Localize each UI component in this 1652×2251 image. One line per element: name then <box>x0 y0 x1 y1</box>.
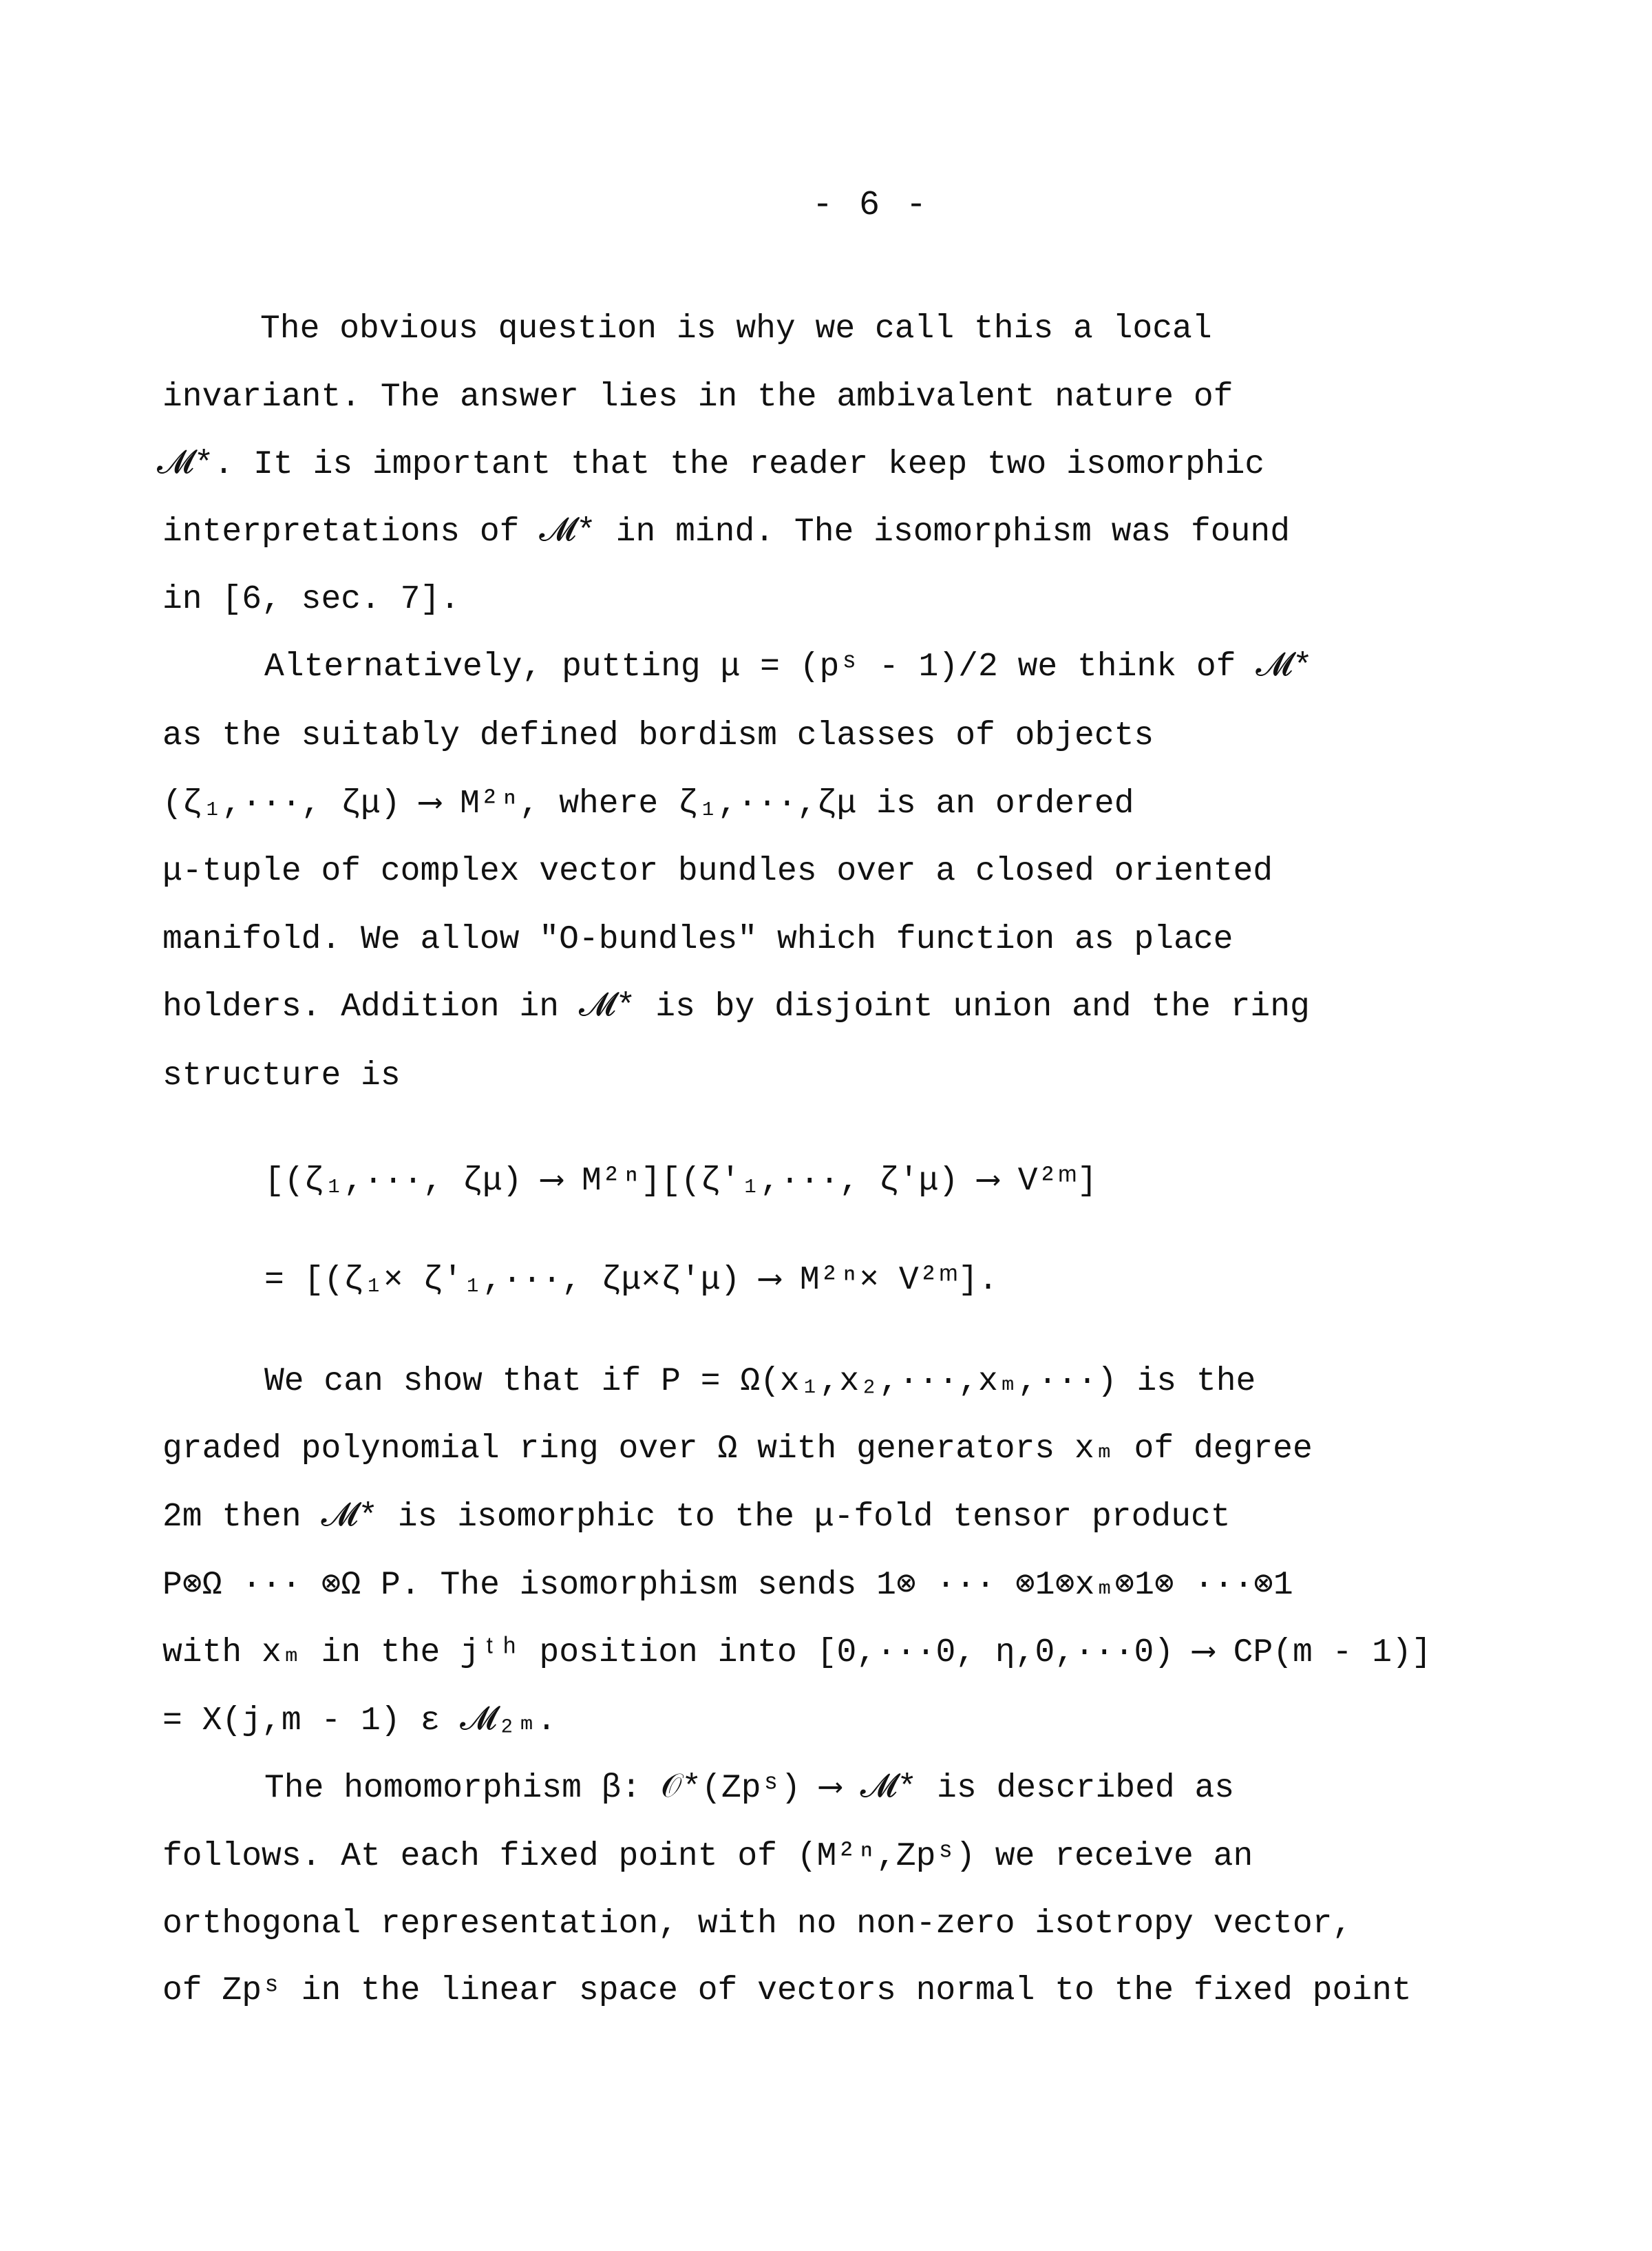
text-line-3: 𝓜*. It is important that the reader keep two isomorphic <box>157 446 1265 483</box>
text-line-13: We can show that if P = Ω(x₁,x₂,···,xₘ,···) is the <box>264 1363 1256 1400</box>
equation-line-2: = [(ζ₁× ζ'₁,···, ζμ×ζ'μ) ⟶ M²ⁿ× V²ᵐ]. <box>264 1262 998 1299</box>
text-line-8: (ζ₁,···, ζμ) ⟶ M²ⁿ, where ζ₁,···,ζμ is an ordered <box>162 785 1134 823</box>
text-line-7: as the suitably defined bordism classes of objects <box>162 717 1154 754</box>
text-line-12: structure is <box>162 1057 401 1095</box>
text-line-2: invariant. The answer lies in the ambivalent nature of <box>162 379 1233 416</box>
text-line-9: μ-tuple of complex vector bundles over a closed oriented <box>162 853 1273 890</box>
equation-line-1: [(ζ₁,···, ζμ) ⟶ M²ⁿ][(ζ'₁,···, ζ'μ) ⟶ V²ᵐ] <box>264 1163 1097 1200</box>
text-line-22: of Zpˢ in the linear space of vectors normal to the fixed point <box>162 1972 1412 2009</box>
text-line-19: The homomorphism β: 𝒪*(Zpˢ) ⟶ 𝓜* is described as <box>264 1770 1235 1807</box>
text-line-11: holders. Addition in 𝓜* is by disjoint union and the ring <box>162 989 1310 1026</box>
text-line-10: manifold. We allow "O-bundles" which function as place <box>162 921 1233 958</box>
text-line-16: P⊗Ω ··· ⊗Ω P. The isomorphism sends 1⊗ ··· ⊗1⊗xₘ⊗1⊗ ···⊗1 <box>162 1567 1293 1604</box>
text-line-1: The obvious question is why we call this a local <box>260 310 1212 348</box>
text-line-21: orthogonal representation, with no non-zero isotropy vector, <box>162 1905 1353 1943</box>
text-line-20: follows. At each fixed point of (M²ⁿ,Zpˢ) we receive an <box>162 1838 1253 1875</box>
text-line-15: 2m then 𝓜* is isomorphic to the μ-fold tensor product <box>162 1499 1231 1536</box>
text-line-4: interpretations of 𝓜* in mind. The isomorphism was found <box>162 514 1291 551</box>
text-line-5: in [6, sec. 7]. <box>162 581 460 618</box>
text-line-17: with xₘ in the jᵗʰ position into [0,···0, η,0,···0) ⟶ CP(m - 1)] <box>162 1634 1432 1671</box>
text-line-14: graded polynomial ring over Ω with generators xₘ of degree <box>162 1430 1313 1468</box>
text-line-6: Alternatively, putting μ = (pˢ - 1)/2 we think of 𝓜* <box>264 648 1313 686</box>
page-number: - 6 - <box>812 186 930 225</box>
text-line-18: = X(j,m - 1) ε 𝓜₂ₘ. <box>162 1702 557 1740</box>
